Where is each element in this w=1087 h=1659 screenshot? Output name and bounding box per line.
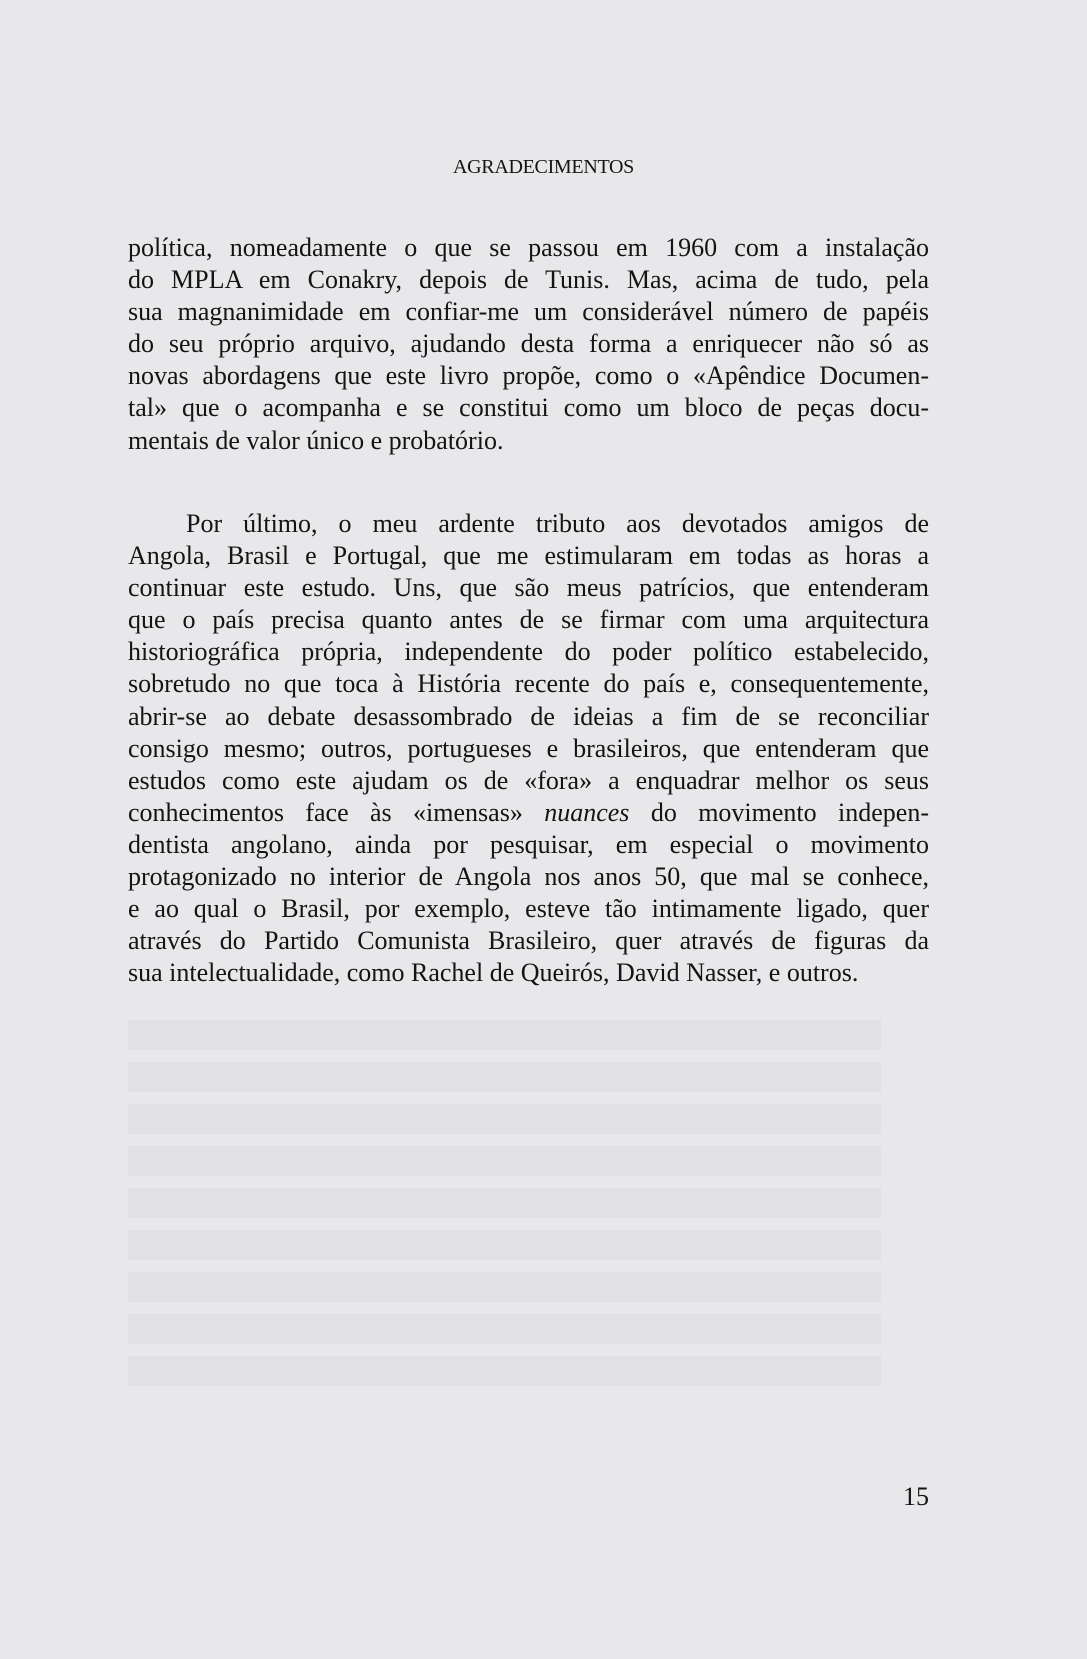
text-line: Por último, o meu ardente tributo aos devotados amigos de xyxy=(186,509,929,538)
paragraph-acknowledgement-archive xyxy=(128,232,929,457)
paragraph-tribute-friends xyxy=(128,508,929,989)
text-line: consigo mesmo; outros, portugueses e brasileiros, que entenderam que xyxy=(128,733,929,763)
text-line: dentista angolano, ainda por pesquisar, em especial o movimento xyxy=(128,829,929,859)
text-fragment: do movimento indepen- xyxy=(629,797,929,827)
text-line: Angola, Brasil e Portugal, que me estimularam em todas as horas a xyxy=(128,541,929,571)
text-line: através do Partido Comunista Brasileiro, quer através de figuras da xyxy=(128,926,929,956)
page-number: 15 xyxy=(903,1482,929,1511)
text-line: sobretudo no que toca à História recente do país e, consequentemente, xyxy=(128,669,929,699)
italic-term: nuances xyxy=(544,797,630,827)
text-line: e ao qual o Brasil, por exemplo, esteve tão intimamente ligado, quer xyxy=(128,894,929,924)
text-line: que o país precisa quanto antes de se firmar com uma arquitectura xyxy=(128,605,929,635)
text-line: sua intelectualidade, como Rachel de Queirós, David Nasser, e outros. xyxy=(128,958,859,988)
running-title: AGRADECIMENTOS xyxy=(453,156,634,178)
text-fragment: conhecimentos face às «imensas» xyxy=(128,797,545,827)
text-line: protagonizado no interior de Angola nos anos 50, que mal se conhece, xyxy=(128,862,929,892)
text-line: abrir-se ao debate desassombrado de ideias a fim de se reconciliar xyxy=(128,701,929,731)
text-line: do seu próprio arquivo, ajudando desta forma a enriquecer não só as xyxy=(128,329,929,359)
text-line: tal» que o acompanha e se constitui como um bloco de peças docu- xyxy=(128,393,929,423)
text-line: estudos como este ajudam os de «fora» a enquadrar melhor os seus xyxy=(128,765,929,795)
text-line: continuar este estudo. Uns, que são meus patrícios, que entenderam xyxy=(128,573,929,603)
text-line: novas abordagens que este livro propõe, como o «Apêndice Documen- xyxy=(128,361,929,391)
text-line: do MPLA em Conakry, depois de Tunis. Mas, acima de tudo, pela xyxy=(128,265,929,295)
text-line: historiográfica própria, independente do poder político estabelecido, xyxy=(128,637,929,667)
text-line: política, nomeadamente o que se passou em 1960 com a instalação xyxy=(128,233,929,262)
text-line-with-italic xyxy=(128,797,929,829)
text-line: mentais de valor único e probatório. xyxy=(128,425,504,455)
text-line: sua magnanimidade em confiar-me um considerável número de papéis xyxy=(128,297,929,327)
show-through xyxy=(128,1020,929,1420)
